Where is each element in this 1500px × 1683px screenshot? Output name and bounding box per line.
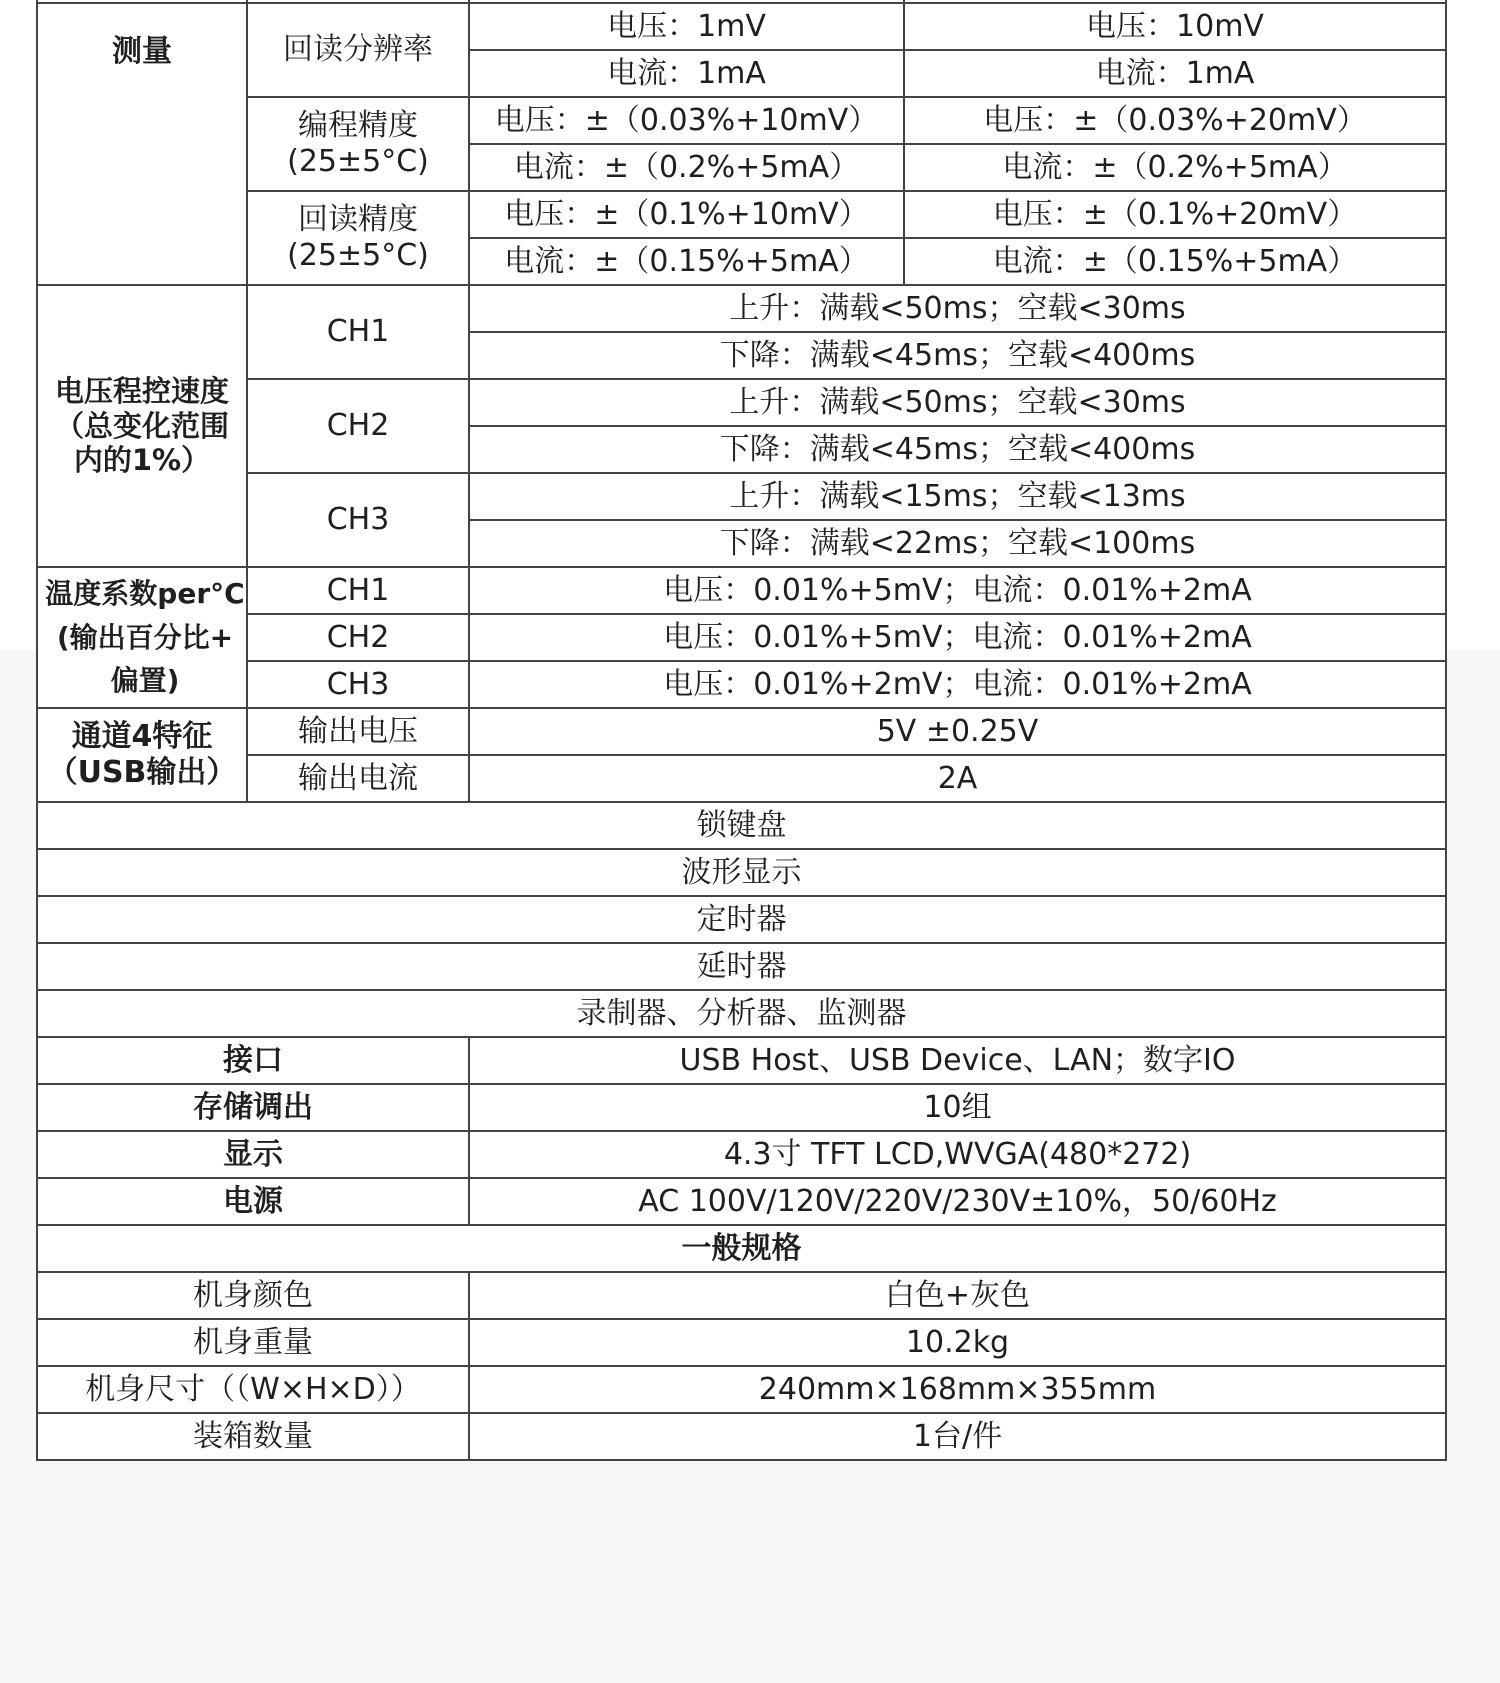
spec-cell: 电压：1mV — [469, 3, 904, 50]
spec-cell: 电流：±（0.2%+5mA） — [469, 144, 904, 191]
spec-cell: 下降：满载<45ms；空载<400ms — [469, 426, 1446, 473]
row-label: 装箱数量 — [37, 1413, 469, 1460]
group-label-temp: 温度系数per°C (输出百分比+ 偏置) — [37, 567, 247, 708]
spec-cell: 下降：满载<45ms；空载<400ms — [469, 332, 1446, 379]
spec-cell: 10.2kg — [469, 1319, 1446, 1366]
table-row — [37, 661, 1446, 708]
spec-cell: 电压：±（0.1%+20mV） — [904, 191, 1446, 238]
table-row — [37, 990, 1446, 1037]
spec-cell: 电压：10mV — [904, 3, 1446, 50]
row-label: 机身尺寸（（W×H×D）） — [37, 1366, 469, 1413]
table-row — [37, 1225, 1446, 1272]
table-row — [37, 1131, 1446, 1178]
group-label-speed: 电压程控速度 （总变化范围 内的1%） — [37, 285, 247, 567]
spec-cell: 2A — [469, 755, 1446, 802]
table-row — [37, 943, 1446, 990]
table-row — [37, 97, 1446, 144]
channel-label: CH2 — [247, 614, 469, 661]
table-row — [37, 1084, 1446, 1131]
spec-cell: 240mm×168mm×355mm — [469, 1366, 1446, 1413]
spec-cell: 电压：±（0.1%+10mV） — [469, 191, 904, 238]
spec-cell: 电压：±（0.03%+20mV） — [904, 97, 1446, 144]
section-title-general: 一般规格 — [37, 1225, 1446, 1272]
table-row — [37, 1319, 1446, 1366]
channel-label: CH3 — [247, 473, 469, 567]
spec-cell: 5V ±0.25V — [469, 708, 1446, 755]
row-label: 机身颜色 — [37, 1272, 469, 1319]
table-row — [37, 473, 1446, 520]
spec-cell: 上升：满载<15ms；空载<13ms — [469, 473, 1446, 520]
table-row — [37, 379, 1446, 426]
group-label-ch4: 通道4特征 （USB输出） — [37, 708, 247, 802]
spec-cell: 电压：±（0.03%+10mV） — [469, 97, 904, 144]
feature-cell: 定时器 — [37, 896, 1446, 943]
table-row — [37, 191, 1446, 238]
row-label: 输出电流 — [247, 755, 469, 802]
row-label: 机身重量 — [37, 1319, 469, 1366]
row-label: 回读精度 (25±5°C) — [247, 191, 469, 285]
table-row — [37, 285, 1446, 332]
row-label: 编程精度 (25±5°C) — [247, 97, 469, 191]
spec-cell: 电流：±（0.15%+5mA） — [904, 238, 1446, 285]
channel-label: CH3 — [247, 661, 469, 708]
spec-cell: 1台/件 — [469, 1413, 1446, 1460]
row-label: 电源 — [37, 1178, 469, 1225]
table-row — [37, 896, 1446, 943]
feature-cell: 锁键盘 — [37, 802, 1446, 849]
spec-cell: 电流：±（0.15%+5mA） — [469, 238, 904, 285]
spec-cell: 10组 — [469, 1084, 1446, 1131]
table-row — [37, 1037, 1446, 1084]
table-row — [37, 849, 1446, 896]
feature-cell: 录制器、分析器、监测器 — [37, 990, 1446, 1037]
table-row — [37, 1366, 1446, 1413]
spec-cell: 电压：0.01%+5mV；电流：0.01%+2mA — [469, 614, 1446, 661]
table-row — [37, 1178, 1446, 1225]
channel-label: CH1 — [247, 567, 469, 614]
feature-cell: 波形显示 — [37, 849, 1446, 896]
spec-cell: 白色+灰色 — [469, 1272, 1446, 1319]
group-label-measurement: 测量 — [37, 3, 247, 285]
feature-cell: 延时器 — [37, 943, 1446, 990]
spec-cell: 电压：0.01%+2mV；电流：0.01%+2mA — [469, 661, 1446, 708]
spec-table — [36, 0, 1447, 1461]
spec-cell: 电流：1mA — [469, 50, 904, 97]
channel-label: CH2 — [247, 379, 469, 473]
row-label: 输出电压 — [247, 708, 469, 755]
spec-cell: 上升：满载<50ms；空载<30ms — [469, 285, 1446, 332]
row-label: 接口 — [37, 1037, 469, 1084]
channel-label: CH1 — [247, 285, 469, 379]
table-row — [37, 614, 1446, 661]
row-label: 显示 — [37, 1131, 469, 1178]
spec-cell: USB Host、USB Device、LAN；数字IO — [469, 1037, 1446, 1084]
table-row — [37, 755, 1446, 802]
table-row — [37, 3, 1446, 50]
spec-cell: AC 100V/120V/220V/230V±10%，50/60Hz — [469, 1178, 1446, 1225]
spec-cell: 4.3寸 TFT LCD,WVGA(480*272) — [469, 1131, 1446, 1178]
spec-cell: 电流：±（0.2%+5mA） — [904, 144, 1446, 191]
table-row — [37, 1272, 1446, 1319]
table-row — [37, 567, 1446, 614]
row-label: 存储调出 — [37, 1084, 469, 1131]
table-row — [37, 1413, 1446, 1460]
row-label: 回读分辨率 — [247, 3, 469, 97]
spec-cell: 电流：1mA — [904, 50, 1446, 97]
spec-cell: 电压：0.01%+5mV；电流：0.01%+2mA — [469, 567, 1446, 614]
spec-cell: 下降：满载<22ms；空载<100ms — [469, 520, 1446, 567]
table-row — [37, 802, 1446, 849]
spec-cell: 上升：满载<50ms；空载<30ms — [469, 379, 1446, 426]
table-row — [37, 708, 1446, 755]
